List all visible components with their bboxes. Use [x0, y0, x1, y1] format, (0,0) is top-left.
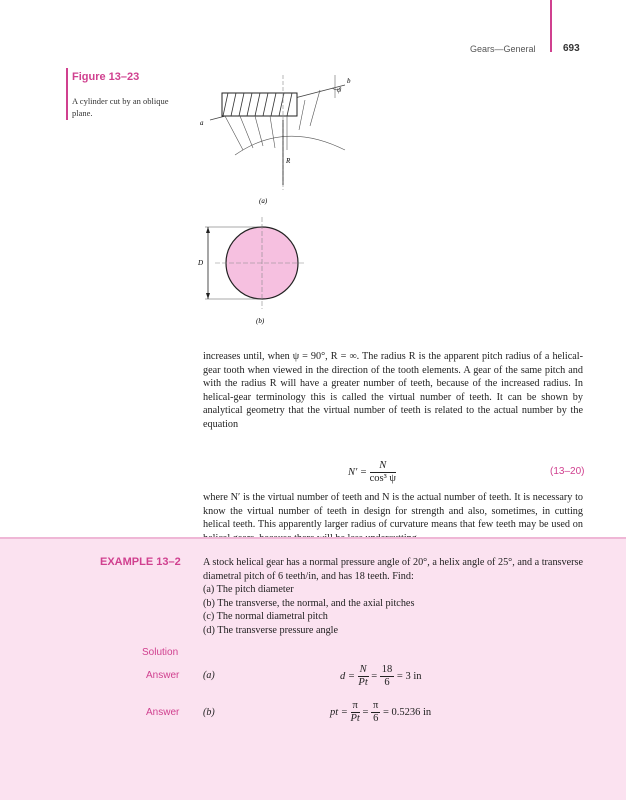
eq-a-num-1: N — [359, 664, 367, 675]
part-b-marker: (b) — [203, 707, 215, 718]
figure-a-label: (a) — [259, 197, 268, 205]
equation-lhs: N′ = — [348, 466, 368, 478]
running-header: Gears—General — [470, 44, 536, 54]
body-paragraph — [203, 350, 583, 431]
radius-label: R — [286, 157, 291, 165]
equation-number: (13–20) — [550, 466, 585, 477]
eq-a-equals: = — [371, 670, 378, 682]
equation-numerator: N — [370, 460, 396, 473]
eq-b-den-1: Pt — [350, 713, 360, 724]
equation-pitch-diameter — [340, 664, 422, 689]
eq-b-fraction-1 — [351, 700, 360, 725]
arrow-top — [206, 227, 210, 233]
eq-a-num-2: 18 — [381, 664, 393, 675]
post-equation-paragraph: where N′ is the virtual number of teeth and N is the actual number of teeth. It is necessary to know the virtual number of teeth in design for strength and also, sometimes, in cutting helical teeth. This apparently larger radius of curvature means that few teeth may be used on — [203, 492, 583, 530]
eq-a-fraction-1 — [358, 664, 369, 689]
eq-b-den-2: 6 — [373, 713, 379, 724]
equation-13-20 — [348, 460, 396, 485]
example-item-b: (b) The transverse, the normal, and the axial pitches — [203, 597, 415, 609]
eq-a-den-1: Pt — [358, 677, 368, 688]
arrow-bottom — [206, 293, 210, 299]
figure-b-diagram — [195, 212, 315, 327]
example-top-rule — [0, 537, 626, 539]
eq-a-fraction-2 — [380, 664, 395, 689]
eq-b-fraction-2 — [371, 700, 380, 725]
eq-b-num-2: π — [373, 700, 379, 711]
eq-b-equals: = — [362, 706, 369, 718]
pitch-arc — [235, 136, 345, 155]
figure-caption: A cylinder cut by an oblique plane. — [72, 96, 169, 118]
point-a-label: a — [200, 119, 204, 127]
part-a-marker: (a) — [203, 670, 215, 681]
equation-denominator: cos³ ψ — [369, 473, 396, 484]
example-statement — [203, 556, 583, 637]
equation-fraction — [370, 460, 396, 485]
figure-title: Figure 13–23 — [72, 71, 140, 83]
equation-transverse-pitch — [330, 700, 431, 725]
eq-a-result: = 3 in — [396, 670, 422, 682]
figure-a-diagram — [195, 70, 375, 210]
example-problem: A stock helical gear has a normal pressure angle of 20°, a helix angle of 25°, and a transverse diametral pitch of 6 teeth/in, and has 18 teeth. Find: — [203, 557, 583, 582]
example-item-a: (a) The pitch diameter — [203, 584, 294, 595]
eq-a-den-2: 6 — [384, 677, 390, 688]
diameter-label: D — [198, 259, 204, 267]
example-item-d: (d) The transverse pressure angle — [203, 624, 339, 636]
paragraph-text: increases until, when ψ = 90°, R = ∞. The radius R is the apparent pitch radius of a helical-gear tooth when viewed in the direction of the tooth elements. A gear of the same pitch and with the radius R will have a greater number of teeth, because of the increased radius. In helical-gear terminology this is called the virtual number of teeth. It can be shown by analytical geometry that the virtual number of teeth is related to the actual number by the equation — [203, 351, 583, 430]
answer-label-a: Answer — [146, 670, 180, 681]
page-number: 693 — [563, 43, 580, 54]
psi-label: ψ — [337, 86, 342, 94]
answer-label-b: Answer — [146, 707, 180, 718]
eq-b-result: = 0.5236 in — [382, 706, 432, 718]
eq-b-num-1: π — [351, 700, 360, 713]
solution-label: Solution — [142, 647, 179, 658]
example-item-c: (c) The normal diametral pitch — [203, 611, 328, 622]
example-label: EXAMPLE 13–2 — [100, 556, 181, 568]
figure-rule — [66, 68, 68, 120]
header-rule — [550, 0, 552, 52]
eq-a-lhs: d = — [340, 670, 355, 682]
point-b-label: b — [347, 77, 351, 85]
eq-b-lhs: pt = — [330, 706, 348, 718]
figure-b-label: (b) — [256, 317, 265, 325]
